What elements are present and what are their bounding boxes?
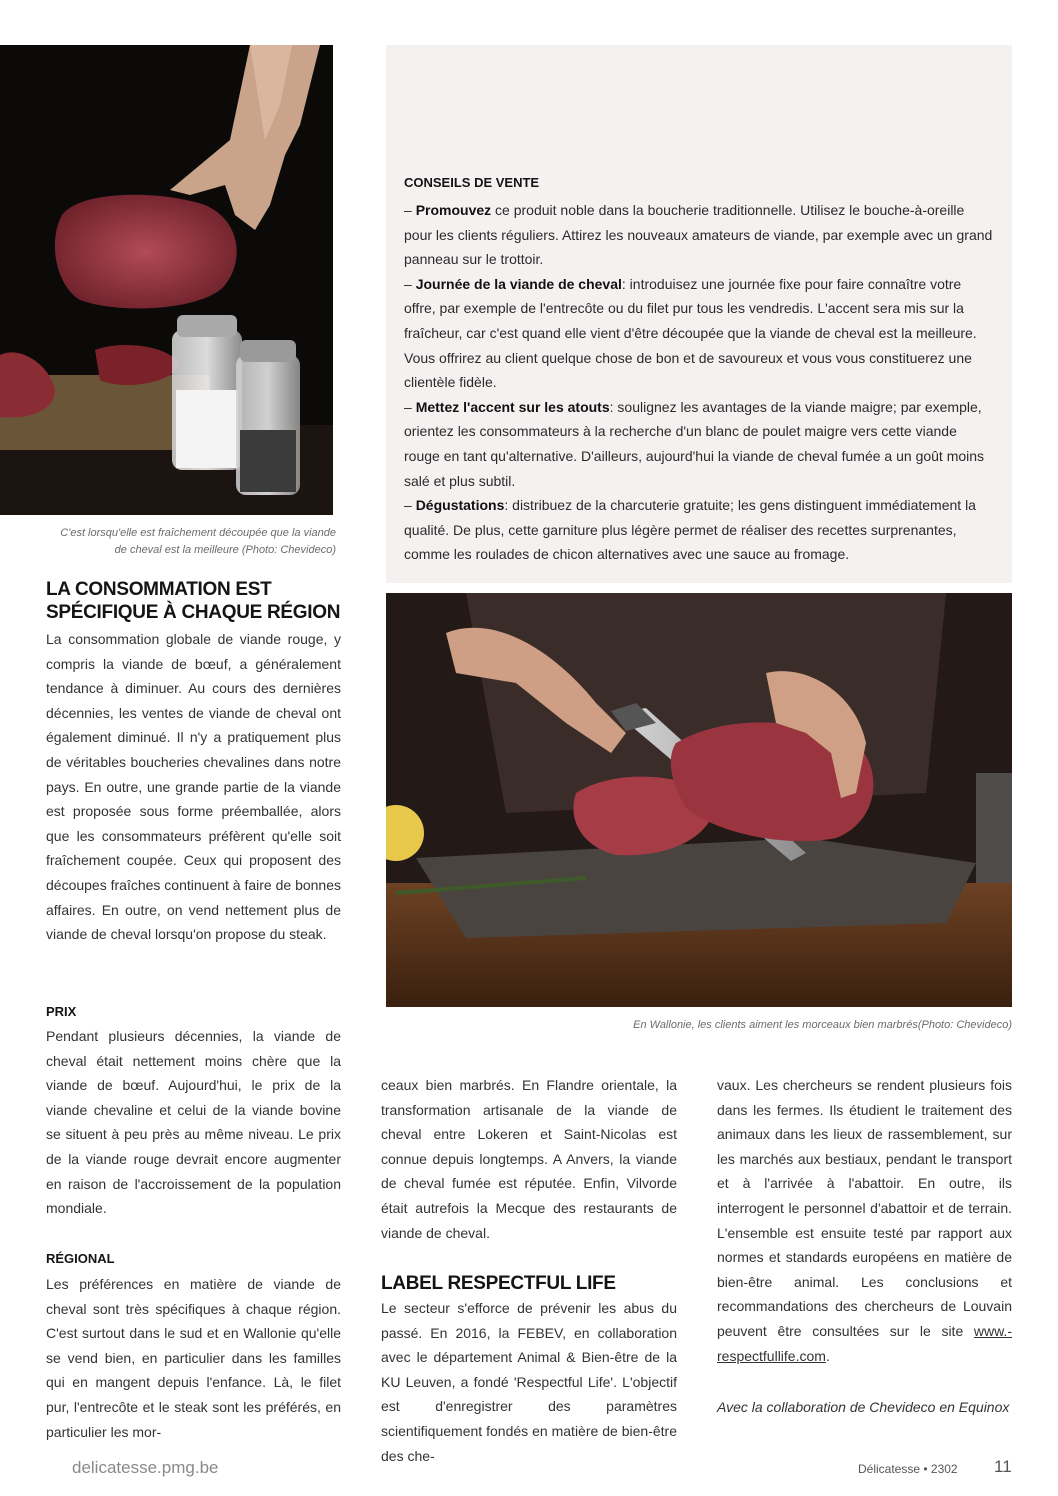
conseils-item: – Mettez l'accent sur les atouts: soulignez les avantages de la viande maigre; par exemple, orientez les consommateurs à la recherche d'un blanc de poulet maigre vers cette viande rouge en tant qu'alternative. D'ailleurs, aujourd'hui la viande de cheval fumée a un goût moins salé et plus subtil. bbox=[404, 398, 985, 489]
regional-text: Les préférences en matière de viande de cheval sont très spécifiques à chaque région. C'est surtout dans le sud et en Wallonie qu'elle se vend bien, en particulier dans les familles qui en mangent depuis l'enfance. Là, le filet pur, l'entrecôte et le steak sont les préférés, en particulier les mor- bbox=[46, 1276, 341, 1440]
photo2-illustration bbox=[386, 593, 1012, 1007]
respectfullife-link[interactable]: www.-respectfullife.com bbox=[717, 1322, 1012, 1364]
conseils-item: – Promouvez ce produit noble dans la boucherie traditionnelle. Utilisez le bouche-à-oreille pour les clients réguliers. Attirez les nouveaux amateurs de viande, par exemple avec un grand panneau sur le trottoir. bbox=[404, 202, 993, 268]
col3-text bbox=[717, 1073, 1012, 1368]
photo1-illustration bbox=[0, 45, 333, 515]
regional-continued-text: ceaux bien marbrés. En Flandre orientale, la transformation artisanale de la viande de cheval entre Lokeren et Saint-Nicolas est connue depuis longtemps. A Anvers, la viande de cheval fumée est réputée. Enfin, Vilvorde était autrefois la Mecque des restaurants de viande de cheval. bbox=[381, 1077, 677, 1241]
conseils-title: CONSEILS DE VENTE bbox=[404, 175, 540, 190]
footer-magazine: Délicatesse • 2302 bbox=[858, 1462, 958, 1476]
photo1-caption: C'est lorsqu'elle est fraîchement découpée que la viande de cheval est la meilleure (Photo: Chevideco) bbox=[60, 527, 336, 556]
col3-text-body: vaux. Les chercheurs se rendent plusieurs fois dans les fermes. Ils étudient le traitement des animaux dans les lieux de rassemblement, sur les marchés aux bestiaux, pendant le transport et à l'arrivée à l'abattoir. En outre, ils interrogent le personnel d'abattoir et de terrain. L'ensemble est ensuite testé par rapport aux normes et standards européens en matière de bien-être animal. Les conclusions et recommandations des chercheurs de Louvain peuvent être consultées sur le site bbox=[717, 1077, 1012, 1339]
label-respectful-life-heading: LABEL RESPECTFUL LIFE bbox=[381, 1273, 616, 1294]
conseils-item: – Dégustations: distribuez de la charcuterie gratuite; les gens distinguent immédiatement la qualité. De plus, cette garniture plus légère permet de réaliser des recettes surprenantes, comme les roulades de chicon alternatives avec une sauce au fromage. bbox=[404, 497, 976, 563]
page-number: 11 bbox=[994, 1457, 1012, 1476]
conseils-item: – Journée de la viande de cheval: introduisez une journée fixe pour faire connaître votre offre, par exemple de l'entrecôte ou du filet pur tous les vendredis. L'accent sera mis sur la fraîcheur, car c'est quand elle vient d'être découpée que la viande de cheval est la meilleure. Vous offrirez au client quelque chose de bon et de savoureux et vous vous constituerez une clientèle fidèle. bbox=[404, 275, 977, 391]
label-text: Le secteur s'efforce de prévenir les abus du passé. En 2016, la FEBEV, en collaboration avec le département Animal & Bien-être de la KU Leuven, a fondé 'Respectful Life'. L'objectif est d'enregistrer des paramètres scientifiquement fondés en matière de bien-être des che- bbox=[381, 1300, 677, 1464]
credit-text: Avec la collaboration de Chevideco en Equinox bbox=[717, 1399, 1010, 1415]
raw-horse-meat-salt-shaker-photo bbox=[0, 45, 333, 515]
conseils-text bbox=[404, 198, 994, 567]
regional-heading: RÉGIONAL bbox=[46, 1251, 115, 1266]
region-heading: LA CONSOMMATION EST SPÉCIFIQUE À CHAQUE RÉGION bbox=[46, 579, 341, 623]
col3-text-end: . bbox=[825, 1347, 830, 1364]
region-intro-text: La consommation globale de viande rouge, y compris la viande de bœuf, a généralement tendance à diminuer. Au cours des dernières décennies, les ventes de viande de cheval ont également diminué. Il n'y a pratiquement plus de véritables boucheries chevalines dans notre pays. En outre, une grande partie de la viande est proposée sous forme préemballée, alors que les consommateurs préfèrent qu'elle soit fraîchement coupée. Ceux qui proposent des découpes fraîches continuent à faire de bonnes affaires. En outre, on vend nettement plus de viande de cheval lorsqu'on propose du steak. bbox=[46, 631, 341, 943]
prix-heading: PRIX bbox=[46, 1004, 77, 1019]
photo2-caption: En Wallonie, les clients aiment les morceaux bien marbrés(Photo: Chevideco) bbox=[633, 1019, 1012, 1031]
footer-url: delicatesse.pmg.be bbox=[72, 1458, 219, 1477]
cutting-horse-meat-photo bbox=[386, 593, 1012, 1007]
prix-text: Pendant plusieurs décennies, la viande de cheval était nettement moins chère que la viande de bœuf. Aujourd'hui, le prix de la viande chevaline et celui de la viande bovine se situent à peu près au même niveau. Le prix de la viande rouge devrait encore augmenter en raison de l'accroissement de la population mondiale. bbox=[46, 1028, 341, 1217]
